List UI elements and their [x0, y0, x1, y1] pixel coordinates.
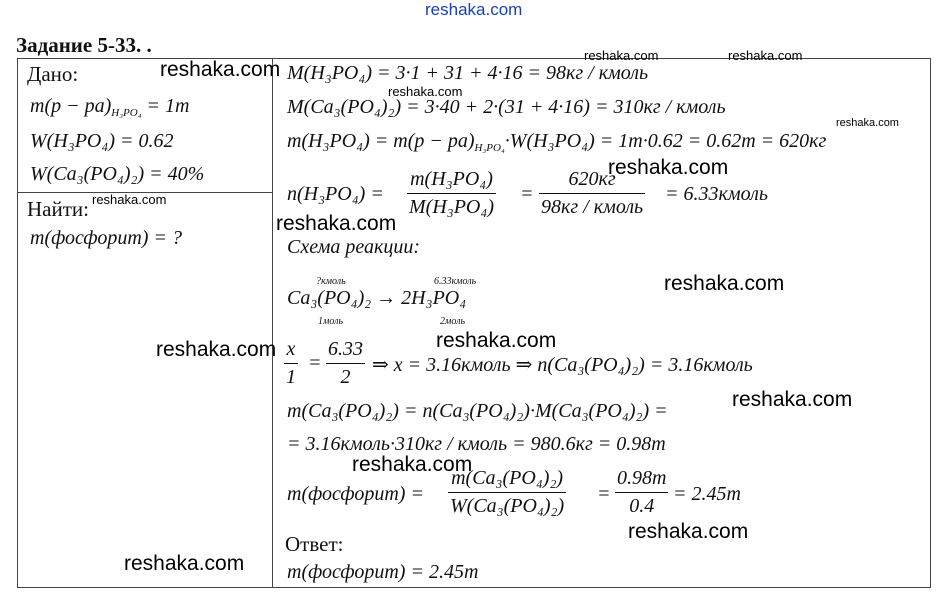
find-label: Найти:: [27, 197, 89, 221]
scheme-known-moles: 6.33кмоль: [434, 276, 477, 287]
task-title: Задание 5-33. .: [16, 33, 152, 57]
find-phosphorite-mass: m(фосфорит) = ?: [30, 227, 182, 249]
site-watermark-top: reshaka.com: [425, 0, 523, 19]
given-mass-fraction-acid: W(H₃PO₄) = 0.62: [30, 130, 174, 152]
answer-label: Ответ:: [285, 532, 344, 556]
watermark: reshaka.com: [584, 48, 659, 63]
proportion-values-numerator: 6.33: [328, 338, 363, 360]
watermark: reshaka.com: [156, 338, 277, 361]
watermark: reshaka.com: [836, 117, 899, 129]
scheme-unknown-moles: ?кмоль: [316, 276, 346, 287]
phosphorite-values-numerator: 0.98т: [617, 467, 667, 489]
phosphorite-fraction-denominator: W(Ca₃(PO₄)₂): [450, 495, 565, 517]
moles-acid-values-numerator: 620кг: [568, 168, 616, 190]
phosphorite-eq: =: [597, 483, 611, 505]
molar-mass-acid: M(H₃PO₄) = 3·1 + 31 + 4·16 = 98кг / кмоль: [287, 62, 649, 84]
phosphorite-fraction-numerator: m(Ca₃(PO₄)₂): [451, 467, 564, 489]
watermark: reshaka.com: [124, 552, 245, 575]
proportion-x-denominator: 1: [286, 366, 296, 388]
watermark: reshaka.com: [436, 329, 557, 352]
proportion-eq: =: [308, 352, 322, 374]
watermark: reshaka.com: [352, 453, 473, 476]
watermark: reshaka.com: [728, 48, 803, 63]
phosphorite-lhs: m(фосфорит) =: [287, 483, 424, 505]
reaction-equation: Ca₃(PO₄)₂ → 2H₃PO₄: [287, 287, 467, 309]
phosphorite-values-denominator: 0.4: [629, 495, 655, 517]
watermark: reshaka.com: [628, 520, 749, 543]
proportion-result: ⇒ x = 3.16кмоль ⇒ n(Ca₃(PO₄)₂) = 3.16кмоль: [372, 354, 753, 376]
proportion-x-numerator: x: [286, 338, 296, 360]
mass-phosphate-line1: m(Ca₃(PO₄)₂) = n(Ca₃(PO₄)₂)·M(Ca₃(PO₄)₂) =: [287, 400, 668, 422]
moles-acid-result: = 6.33кмоль: [665, 183, 768, 205]
proportion-values-denominator: 2: [340, 366, 351, 388]
mass-phosphate-line2: = 3.16кмоль·310кг / кмоль = 980.6кг = 0.98т: [287, 433, 666, 455]
mass-acid-calc: $m(H_3PO_4) = m(р - ра)_{H_3PO_4}\cdot W(H_3PO_4) = 1т\cdot 0.62 = 0.62т = 620кг$: [287, 130, 827, 154]
moles-acid-fraction: [407, 168, 496, 219]
given-solution-mass: $m(р - ра)_{H_3PO_4} = 1т$: [30, 95, 190, 119]
watermark: reshaka.com: [276, 212, 397, 235]
column-divider: [272, 58, 273, 588]
molar-mass-phosphate: M(Ca₃(PO₄)₂) = 3·40 + 2·(31 + 4·16) = 310кг / кмоль: [287, 96, 726, 118]
watermark: reshaka.com: [732, 388, 853, 411]
reaction-scheme-label: Схема реакции:: [287, 236, 420, 258]
moles-acid-lhs: n(H₃PO₄) =: [287, 183, 384, 205]
watermark: reshaka.com: [388, 84, 463, 99]
moles-acid-fraction-numerator: m(H₃PO₄): [410, 168, 493, 190]
watermark: reshaka.com: [92, 192, 167, 207]
watermark: reshaka.com: [664, 272, 785, 295]
answer-value: m(фосфорит) = 2.45т: [287, 561, 479, 583]
moles-acid-eq: =: [520, 183, 534, 205]
proportion-values-fraction: [326, 338, 365, 389]
scheme-coef-right: 2моль: [440, 316, 466, 327]
scheme-coef-left: 1моль: [318, 316, 344, 327]
watermark: reshaka.com: [608, 156, 729, 179]
watermark: reshaka.com: [160, 58, 281, 81]
moles-acid-values-denominator: 98кг / кмоль: [541, 196, 644, 218]
given-label: Дано:: [27, 62, 79, 86]
phosphorite-values-fraction: [615, 467, 668, 518]
phosphorite-result: = 2.45т: [673, 483, 741, 505]
given-mass-fraction-phosphate: W(Ca₃(PO₄)₂) = 40%: [30, 163, 205, 185]
moles-acid-fraction-denominator: M(H₃PO₄): [409, 196, 494, 218]
proportion-x-fraction: [284, 338, 298, 389]
